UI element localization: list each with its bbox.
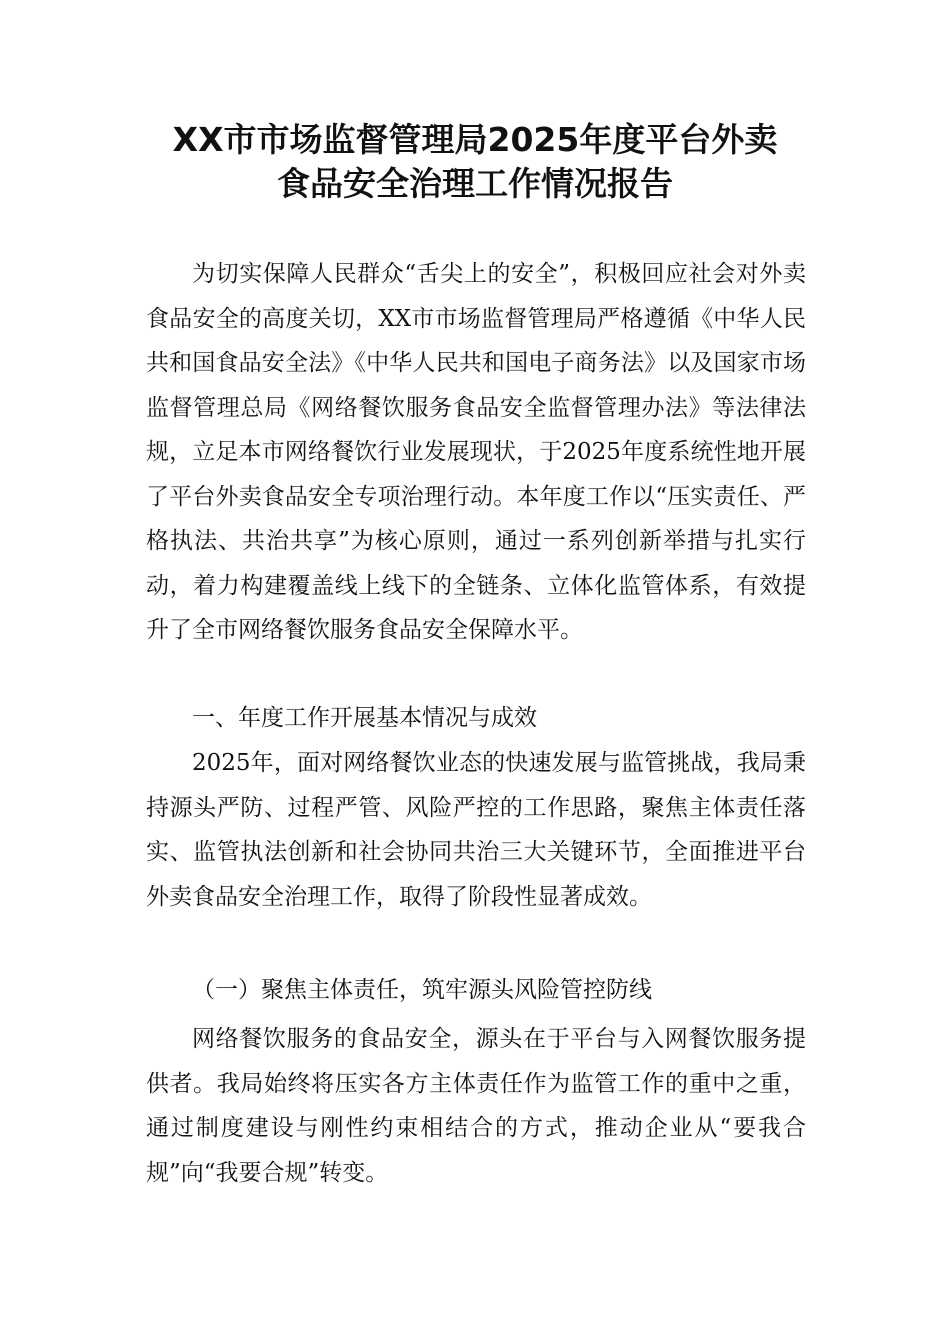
intro-paragraph: 为切实保障人民群众“舌尖上的安全”，积极回应社会对外卖食品安全的高度关切，XX市市场监督管理局严格遵循《中华人民共和国食品安全法》《中华人民共和国电子商务法》以及国家市场监督管理总局《网络餐饮服务食品安全监督管理办法》等法律法规，立足本市网络餐饮行业发展现状，于2025年度系统性地开展了平台外卖食品安全专项治理行动。本年度工作以“压实责任、严格执法、共治共享”为核心原则，通过一系列创新举措与扎实行动，着力构建覆盖线上线下的全链条、立体化监管体系，有效提升了全市网络餐饮服务食品安全保障水平。: [146, 261, 806, 643]
subsection-1-paragraph: 网络餐饮服务的食品安全，源头在于平台与入网餐饮服务提供者。我局始终将压实各方主体责任作为监管工作的重中之重，通过制度建设与刚性约束相结合的方式，推动企业从“要我合规”向“我要合规”转变。: [146, 1026, 806, 1186]
section-1-paragraph: 2025年，面对网络餐饮业态的快速发展与监管挑战，我局秉持源头严防、过程严管、风险严控的工作思路，聚焦主体责任落实、监管执法创新和社会协同共治三大关键环节，全面推进平台外卖食品安全治理工作，取得了阶段性显著成效。: [146, 750, 806, 910]
document-title-line-1: XX市市场监督管理局2025年度平台外卖: [172, 120, 778, 159]
document-title-line-2: 食品安全治理工作情况报告: [277, 164, 673, 203]
section-heading-1: 一、年度工作开展基本情况与成效: [192, 705, 537, 731]
subsection-heading-1: （一）聚焦主体责任，筑牢源头风险管控防线: [192, 977, 652, 1003]
